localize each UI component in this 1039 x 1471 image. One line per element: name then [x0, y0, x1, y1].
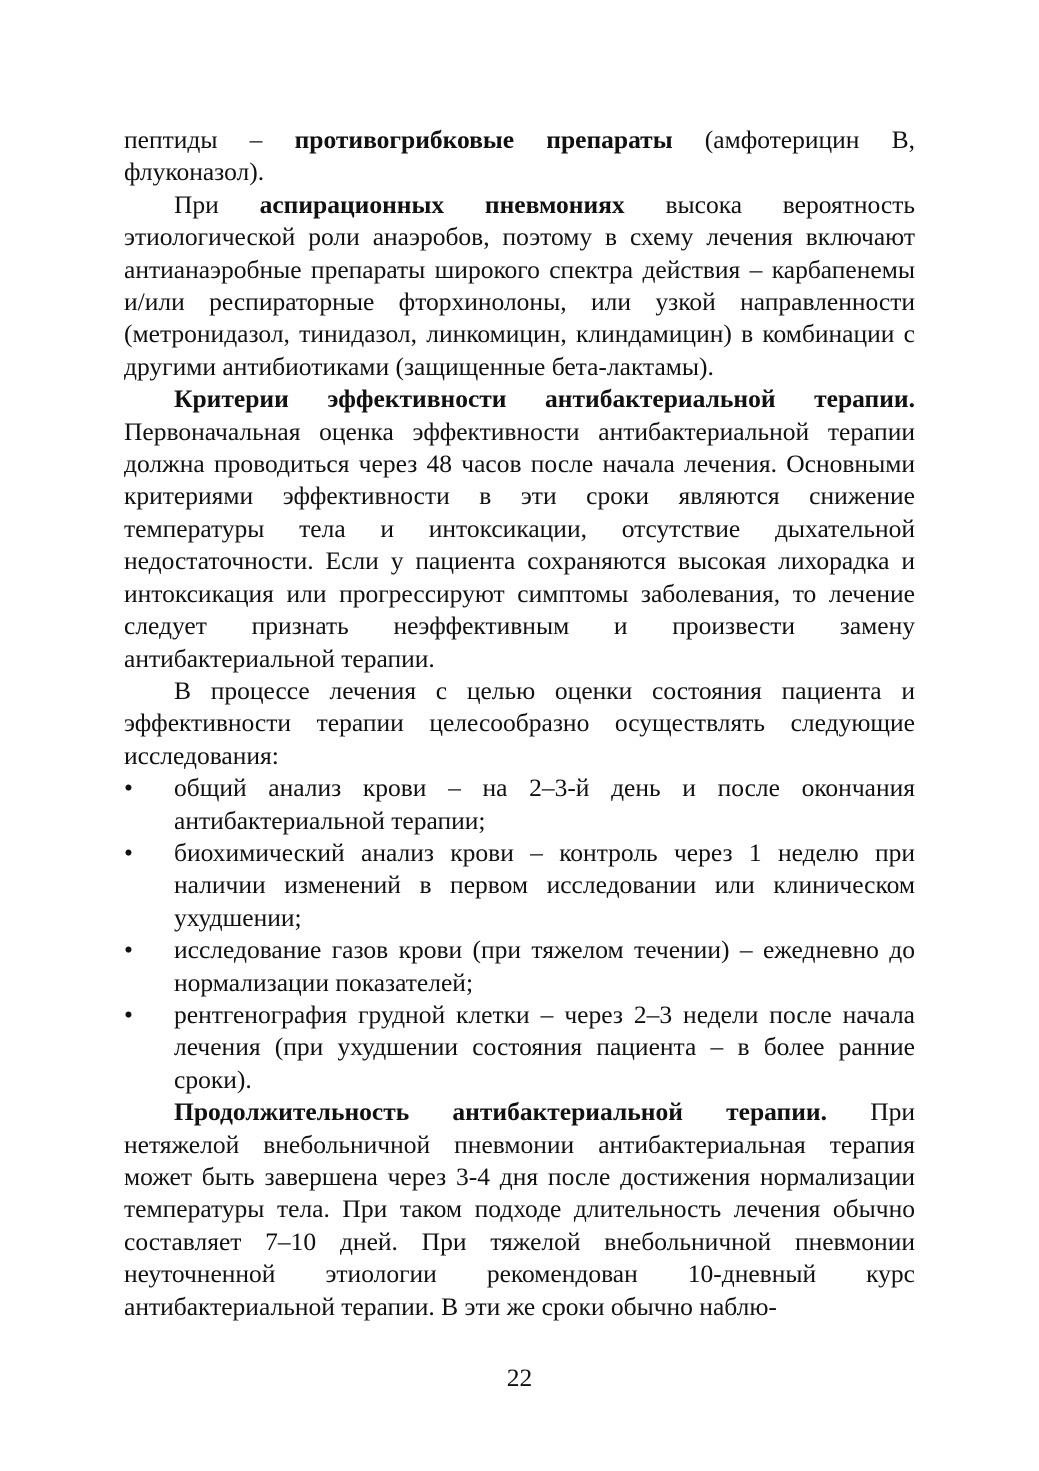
bold-heading-efficacy-criteria: Критерии эффективности антибактериальной терапии. [174, 384, 915, 414]
bullet-mark: • [124, 773, 133, 803]
page-number: 22 [506, 1363, 533, 1392]
paragraph-text: (амфотерицин В, флуконазол). [124, 125, 915, 187]
bold-heading-duration: Продолжительность антибактериальной терапии. [174, 1097, 827, 1127]
bullet-mark: • [124, 837, 133, 867]
paragraph-aspiration [124, 189, 915, 383]
list-item-text: исследование газов крови (при тяжелом течении) – ежедневно до нормализации показателей; [174, 935, 915, 997]
paragraph-monitoring [124, 675, 915, 772]
list-item [124, 772, 915, 837]
list-item-text: общий анализ крови – на 2–3-й день и после окончания антибактериальной терапии; [174, 773, 915, 835]
page-body [124, 124, 915, 1323]
paragraph-text: В процессе лечения с целью оценки состояния пациента и эффективности терапии целесообразно осуществлять следующие исследования: [124, 675, 915, 770]
bold-term-aspiration: аспирационных пневмониях [259, 189, 625, 219]
bullet-mark: • [124, 935, 133, 965]
paragraph-text: высока вероятность этиологической роли анаэробов, поэтому в схему лечения включают антианаэробные препараты широкого спектра действия – карбапенемы и/или респираторные фторхинолоны, или узкой направленности (метронидазол, тинидазол, линкомицин, клиндамицин) в комбинации с другими антибиотиками (защищенные бета-лактамы). [124, 189, 916, 381]
paragraph-efficacy-criteria [124, 383, 915, 675]
paragraph-antifungal [124, 124, 915, 189]
list-item [124, 837, 915, 934]
list-item-text: рентгенография грудной клетки – через 2–3 недели после начала лечения (при ухудшении состояния пациента – в более ранние сроки). [174, 999, 915, 1094]
bold-term-antifungal: противогрибковые препараты [294, 125, 673, 154]
monitoring-list [124, 772, 915, 1096]
list-item [124, 934, 915, 999]
paragraph-text: При [174, 189, 260, 219]
list-item-text: биохимический анализ крови – контроль через 1 неделю при наличии изменений в первом исследовании или клиническом ухудшении; [174, 837, 915, 932]
paragraph-text: пептиды – [124, 125, 295, 154]
paragraph-text: При нетяжелой внебольничной пневмонии антибактериальная терапия может быть завершена через 3-4 дня после достижения нормализации температуры тела. При таком подходе длительность лечения обычно составляет 7–10 дней. При тяжелой внебольничной пневмонии неуточненной этиологии рекомендован 10-дневный курс антибактериальной терапии. В эти же сроки обычно наблю- [124, 1097, 916, 1321]
paragraph-duration [124, 1096, 915, 1323]
bullet-mark: • [124, 999, 133, 1029]
paragraph-text: Первоначальная оценка эффективности антибактериальной терапии должна проводиться через 48 часов после начала лечения. Основными критериями эффективности в эти сроки являются снижение температуры тела и интоксикации, отсутствие дыхательной недостаточности. Если у пациента сохраняются высокая лихорадка и интоксикация или прогрессируют симптомы заболевания, то лечение следует признать неэффективным и произвести замену антибактериальной терапии. [124, 416, 915, 673]
list-item [124, 999, 915, 1096]
